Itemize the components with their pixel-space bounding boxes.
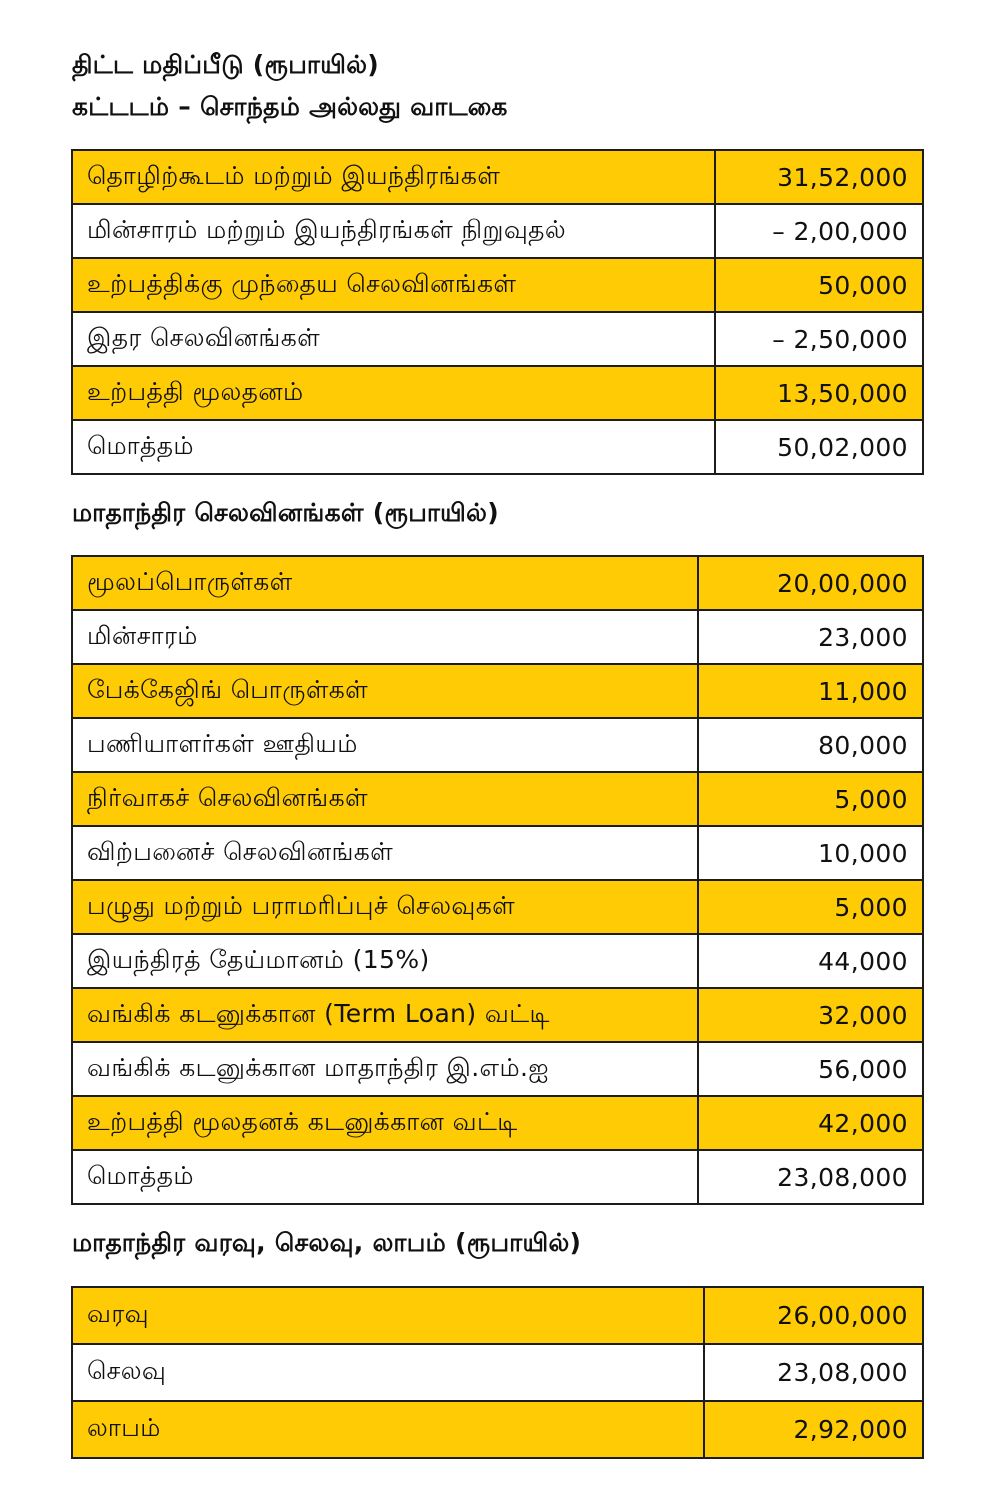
page-subtitle: கட்டடம் – சொந்தம் அல்லது வாடகை bbox=[72, 92, 508, 121]
table-row bbox=[72, 312, 923, 366]
table-total-row bbox=[72, 1150, 923, 1204]
table-row bbox=[72, 664, 923, 718]
row-value: 5,000 bbox=[698, 772, 923, 826]
row-label: மொத்தம் bbox=[72, 420, 715, 474]
row-value: 23,08,000 bbox=[698, 1150, 923, 1204]
table-row bbox=[72, 1344, 923, 1401]
table-row bbox=[72, 204, 923, 258]
row-label: மொத்தம் bbox=[72, 1150, 698, 1204]
row-value: 10,000 bbox=[698, 826, 923, 880]
project-estimate-table bbox=[71, 149, 924, 475]
row-value: 11,000 bbox=[698, 664, 923, 718]
row-value: – 2,00,000 bbox=[715, 204, 923, 258]
table-row bbox=[72, 258, 923, 312]
table-row bbox=[72, 718, 923, 772]
table-row bbox=[72, 934, 923, 988]
row-value: 13,50,000 bbox=[715, 366, 923, 420]
row-value: 23,08,000 bbox=[704, 1344, 923, 1401]
row-value: 20,00,000 bbox=[698, 556, 923, 610]
table-total-row bbox=[72, 420, 923, 474]
row-label: தொழிற்கூடம் மற்றும் இயந்திரங்கள் bbox=[72, 150, 715, 204]
row-label: பணியாளர்கள் ஊதியம் bbox=[72, 718, 698, 772]
row-label: வங்கிக் கடனுக்கான (Term Loan) வட்டி bbox=[72, 988, 698, 1042]
row-value: 80,000 bbox=[698, 718, 923, 772]
row-label: லாபம் bbox=[72, 1401, 704, 1458]
table-row bbox=[72, 772, 923, 826]
table-row bbox=[72, 1096, 923, 1150]
monthly-summary-table bbox=[71, 1286, 924, 1459]
row-label: நிர்வாகச் செலவினங்கள் bbox=[72, 772, 698, 826]
row-value: 2,92,000 bbox=[704, 1401, 923, 1458]
row-value: 50,02,000 bbox=[715, 420, 923, 474]
row-label: செலவு bbox=[72, 1344, 704, 1401]
row-label: உற்பத்தி மூலதனக் கடனுக்கான வட்டி bbox=[72, 1096, 698, 1150]
section-heading-monthly-expenses: மாதாந்திர செலவினங்கள் (ரூபாயில்) bbox=[72, 498, 499, 527]
table-row bbox=[72, 1401, 923, 1458]
row-label: விற்பனைச் செலவினங்கள் bbox=[72, 826, 698, 880]
row-value: 32,000 bbox=[698, 988, 923, 1042]
table-row bbox=[72, 366, 923, 420]
table-row bbox=[72, 1042, 923, 1096]
row-value: 26,00,000 bbox=[704, 1287, 923, 1344]
row-value: 23,000 bbox=[698, 610, 923, 664]
row-label: மின்சாரம் மற்றும் இயந்திரங்கள் நிறுவுதல் bbox=[72, 204, 715, 258]
row-value: 44,000 bbox=[698, 934, 923, 988]
table-row bbox=[72, 880, 923, 934]
row-value: – 2,50,000 bbox=[715, 312, 923, 366]
table-row bbox=[72, 610, 923, 664]
row-label: மின்சாரம் bbox=[72, 610, 698, 664]
table-row bbox=[72, 826, 923, 880]
row-value: 42,000 bbox=[698, 1096, 923, 1150]
row-label: இதர செலவினங்கள் bbox=[72, 312, 715, 366]
row-label: பழுது மற்றும் பராமரிப்புச் செலவுகள் bbox=[72, 880, 698, 934]
table-row bbox=[72, 1287, 923, 1344]
row-value: 31,52,000 bbox=[715, 150, 923, 204]
monthly-expenses-table bbox=[71, 555, 924, 1205]
row-label: வரவு bbox=[72, 1287, 704, 1344]
table-row bbox=[72, 988, 923, 1042]
table-row bbox=[72, 150, 923, 204]
row-value: 56,000 bbox=[698, 1042, 923, 1096]
row-value: 50,000 bbox=[715, 258, 923, 312]
row-label: இயந்திரத் தேய்மானம் (15%) bbox=[72, 934, 698, 988]
section-heading-monthly-summary: மாதாந்திர வரவு, செலவு, லாபம் (ரூபாயில்) bbox=[72, 1228, 582, 1257]
row-label: பேக்கேஜிங் பொருள்கள் bbox=[72, 664, 698, 718]
row-label: வங்கிக் கடனுக்கான மாதாந்திர இ.எம்.ஐ bbox=[72, 1042, 698, 1096]
row-label: மூலப்பொருள்கள் bbox=[72, 556, 698, 610]
row-label: உற்பத்திக்கு முந்தைய செலவினங்கள் bbox=[72, 258, 715, 312]
row-value: 5,000 bbox=[698, 880, 923, 934]
row-label: உற்பத்தி மூலதனம் bbox=[72, 366, 715, 420]
page-title: திட்ட மதிப்பீடு (ரூபாயில்) bbox=[72, 50, 379, 79]
table-row bbox=[72, 556, 923, 610]
